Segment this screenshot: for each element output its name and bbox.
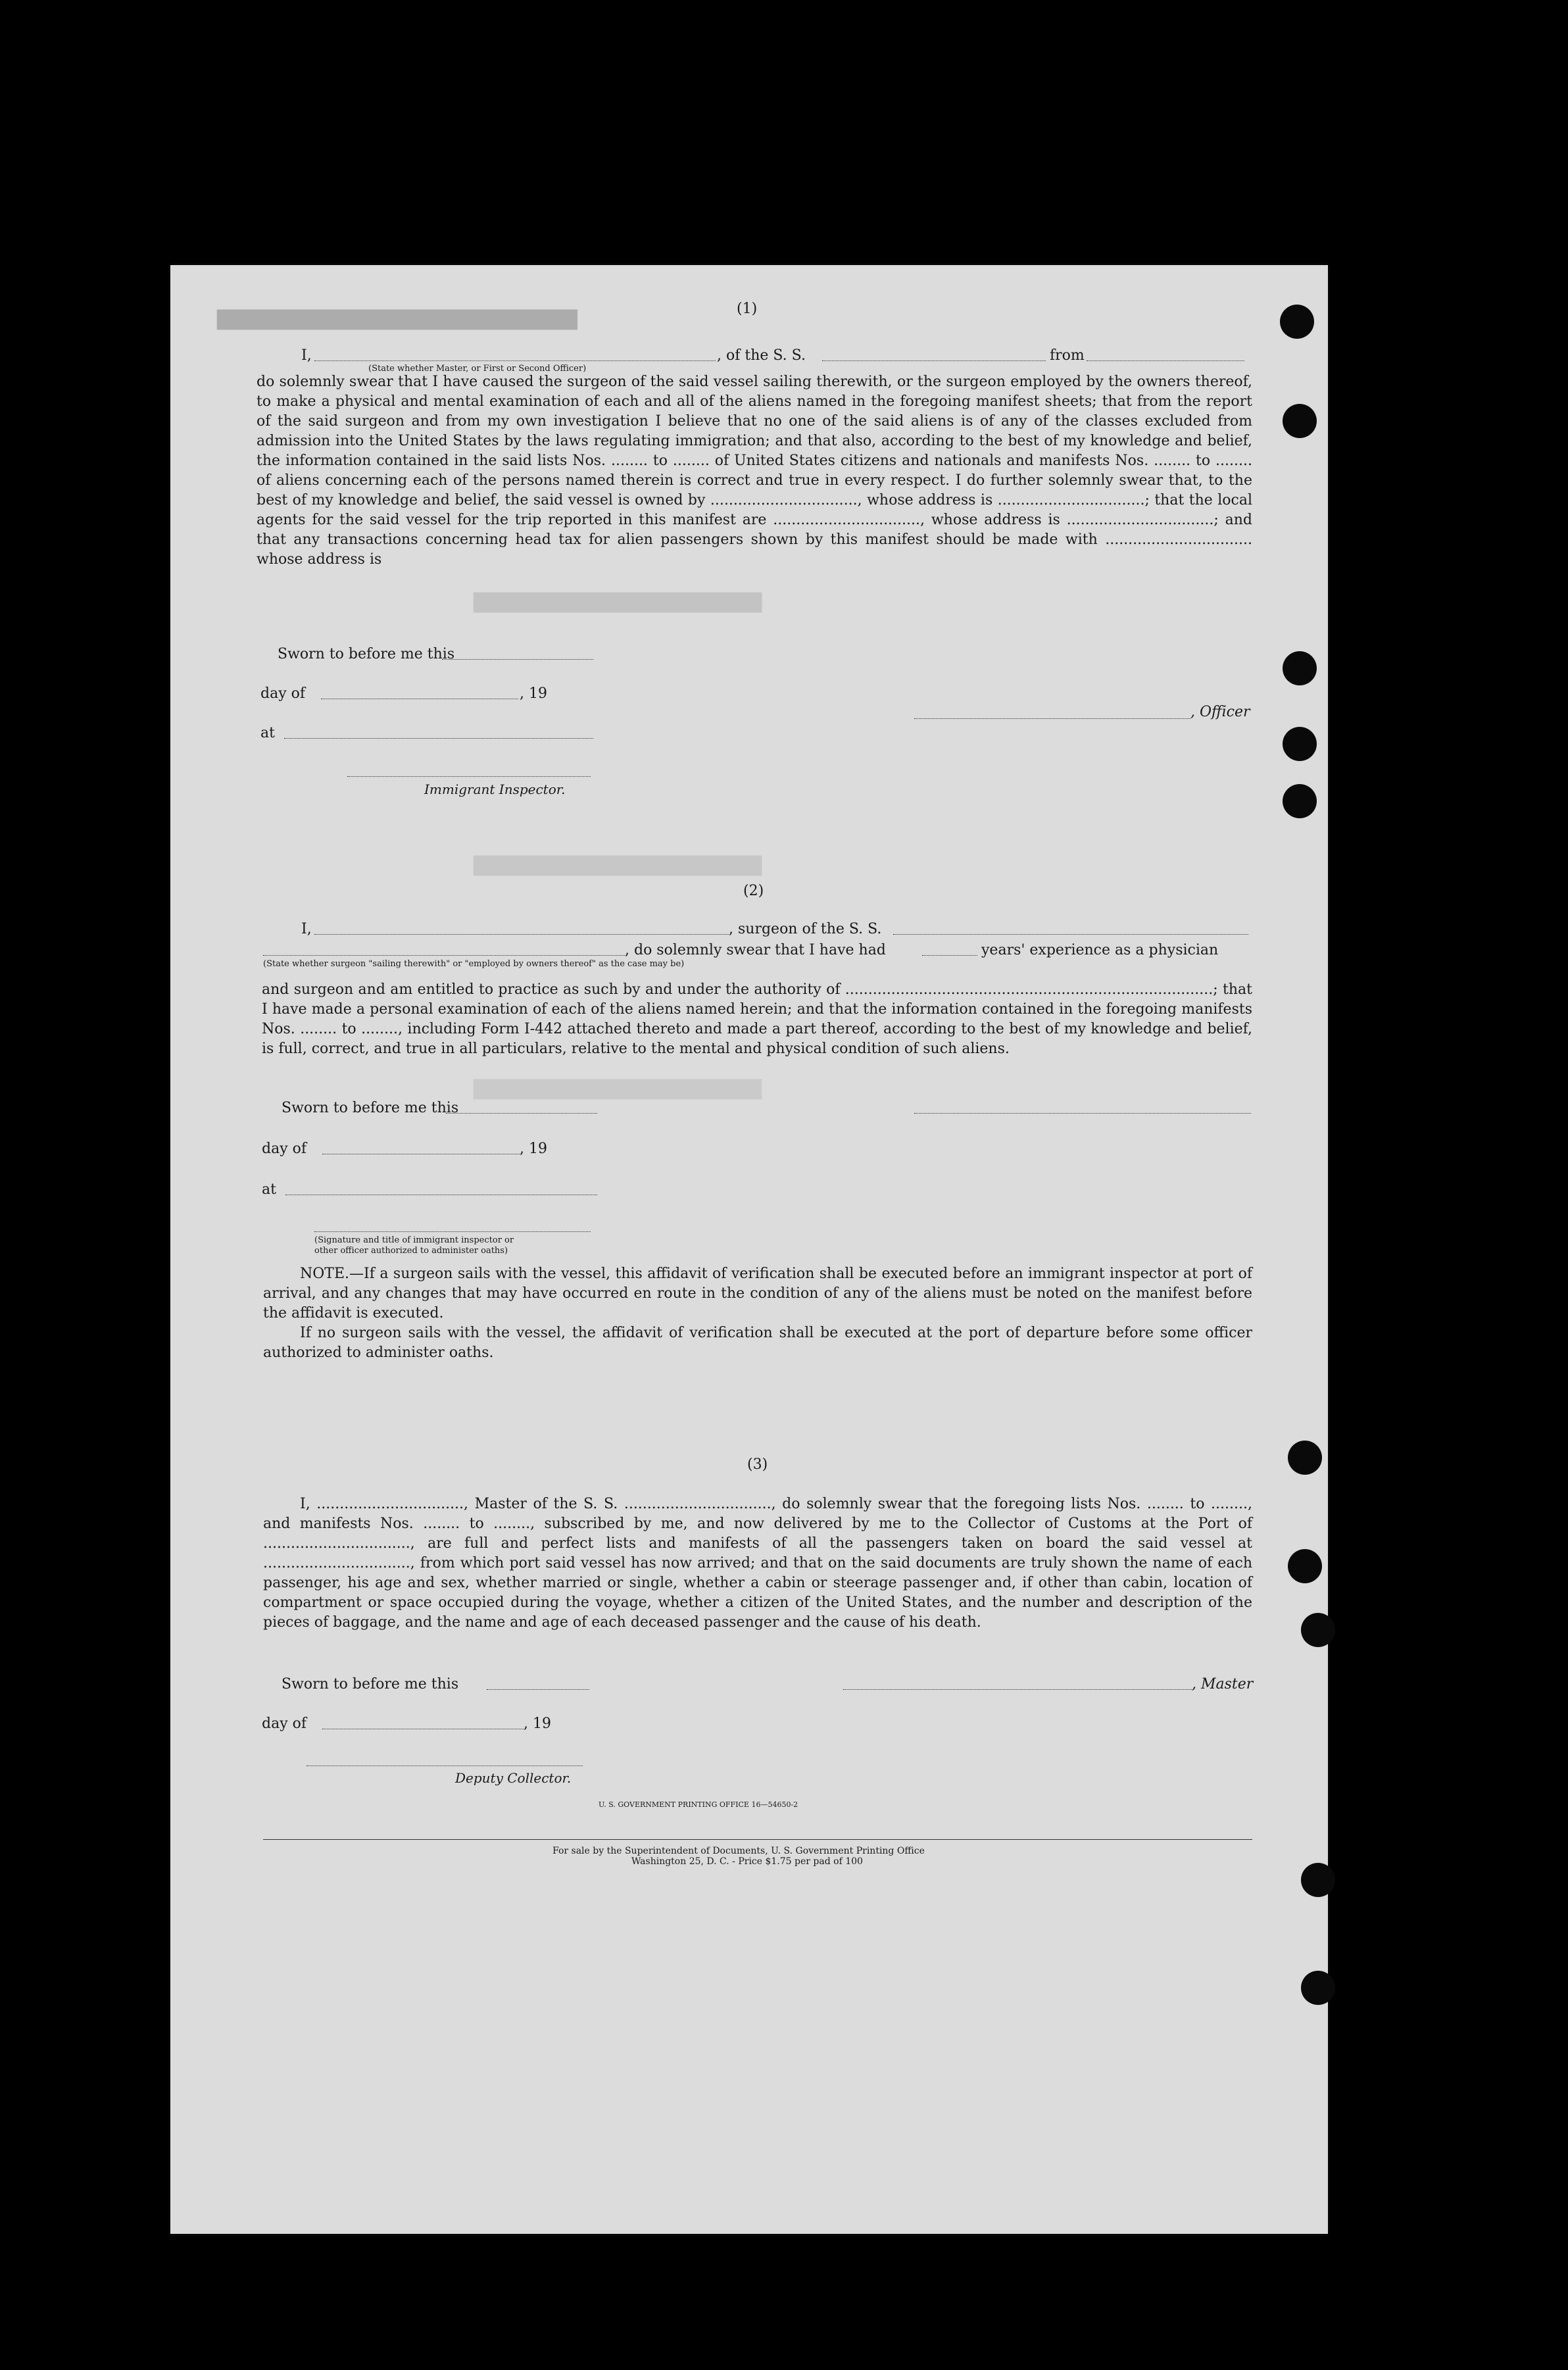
punch-hole xyxy=(1301,1971,1335,2005)
punch-hole xyxy=(1301,1613,1335,1647)
section-1-of-ss: , of the S. S. xyxy=(717,347,806,364)
section-1-year: , 19 xyxy=(520,685,547,702)
sworn-line xyxy=(446,1113,597,1114)
master-signature-line xyxy=(843,1689,1192,1690)
vessel-name-line xyxy=(822,360,1046,361)
sig-note-1: (Signature and title of immigrant inspector or xyxy=(314,1235,514,1245)
master-name-line xyxy=(314,360,716,361)
section-1-i: I, xyxy=(301,347,312,364)
footer-sale-line-1: For sale by the Superintendent of Documents, U. S. Government Printing Office xyxy=(552,1846,925,1856)
punch-hole xyxy=(1301,1863,1335,1897)
section-1-number: (1) xyxy=(737,301,758,317)
note-paragraph-1: NOTE.—If a surgeon sails with the vessel, this affidavit of verification shall be executed before an immigrant inspector at port of arrival, and any changes that may have occurred en route in the condition of any of the aliens must be noted on the manifest before the affidavit is executed. xyxy=(263,1266,1252,1321)
punch-hole xyxy=(1280,305,1314,339)
surgeon-name-line xyxy=(314,934,729,935)
bleed-through-text: ███████████████████████████████████ xyxy=(217,309,577,329)
section-1-officer: , Officer xyxy=(1190,704,1250,720)
bleed-through-text: ████████████████████████████ xyxy=(474,592,762,612)
at-line xyxy=(284,738,593,739)
punch-hole xyxy=(1283,404,1317,438)
section-2-body: and surgeon and am entitled to practice as such by and under the authority of ................................................................................; that I have made a personal examination of each of the aliens named herein; and that the information contained in the foregoing manifests Nos. ........ to ........, including Form I-442 attached thereto and made a part thereof, according to the best of my knowledge and belief, is full, correct, and true in all particulars, relative to the mental and physical condition of such aliens. xyxy=(262,981,1252,1057)
sig-note-2: other officer authorized to administer oaths) xyxy=(314,1246,508,1256)
section-2-years: years' experience as a physician xyxy=(981,942,1219,958)
section-2-i: I, xyxy=(301,921,312,937)
section-2-swear: , do solemnly swear that I have had xyxy=(625,942,886,958)
signature-line xyxy=(314,1231,591,1232)
surgeon-signature-line xyxy=(914,1113,1251,1114)
gpo-imprint: U. S. GOVERNMENT PRINTING OFFICE 16—54650-2 xyxy=(599,1800,798,1809)
section-3-body: I, ................................, Master of the S. S. ................................, do solemnly swear that the foregoing lists Nos. ........ to ........, and manifests Nos. ........ to ........, subscribed by me, and now delivered by me to the Collector of Customs at the Port of ................................, are full and perfect lists and manifests of all the passengers taken on board the said vessel at ................................, from which port said vessel has now arrived; and that on the said documents are truly shown the name of each passenger, his age and sex, whether married or single, whether a cabin or steerage passenger and, if other than cabin, location of compartment or space occupied during the voyage, whether a citizen of the United States, and the number and description of the pieces of baggage, and the name and age of each deceased passenger and the cause of his death. xyxy=(263,1496,1252,1631)
punch-hole xyxy=(1283,784,1317,818)
footer-sale-line-2: Washington 25, D. C. - Price $1.75 per pad of 100 xyxy=(631,1856,863,1867)
section-3-day-of: day of xyxy=(262,1716,307,1732)
section-1-body: do solemnly swear that I have caused the surgeon of the said vessel sailing therewith, or the surgeon employed by the owners thereof, to make a physical and mental examination of each and all of the aliens named in the foregoing manifest sheets; that from the report of the said surgeon and from my own investigation I believe that no one of the said aliens is of any of the classes excluded from admission into the United States by the laws regulating immigration; and that also, according to the best of my knowledge and belief, the information contained in the said lists Nos. ........ to ........ of United States citizens and nationals and manifests Nos. ........ to ........ of aliens concerning each of the persons named therein is correct and true in every respect. I do further solemnly swear that, to the best of my knowledge and belief, the said vessel is owned by ................................, whose address is ................................; that the local agents for the said vessel for the trip reported in this manifest are ................................, whose address is ................................; and that any transactions concerning head tax for alien passengers shown by this manifest should be made with ................................ whose address is xyxy=(257,374,1252,568)
section-2-year: , 19 xyxy=(520,1141,547,1157)
inspector-signature-line xyxy=(347,776,591,777)
punch-hole xyxy=(1288,1549,1322,1583)
section-1-inspector: Immigrant Inspector. xyxy=(424,781,566,797)
punch-hole xyxy=(1288,1441,1322,1475)
section-2-surgeon-of: , surgeon of the S. S. xyxy=(729,921,882,937)
note-paragraph-2: If no surgeon sails with the vessel, the affidavit of verification shall be executed at the port of departure before some officer authorized to administer oaths. xyxy=(263,1325,1252,1361)
punch-hole xyxy=(1283,651,1317,685)
sworn-line xyxy=(442,659,593,660)
officer-signature-line xyxy=(914,718,1190,719)
section-3-master: , Master xyxy=(1192,1676,1254,1692)
years-line xyxy=(922,955,977,956)
from-port-line xyxy=(1087,360,1244,361)
section-3-year: , 19 xyxy=(524,1716,551,1732)
sworn-line xyxy=(487,1689,589,1690)
section-1-sworn: Sworn to before me this xyxy=(278,646,455,662)
section-1-from: from xyxy=(1050,347,1085,364)
section-1-day-of: day of xyxy=(260,685,306,702)
footer-rule xyxy=(263,1839,1252,1840)
deputy-signature-line xyxy=(306,1765,583,1766)
bleed-through-text: ████████████████████████████ xyxy=(474,1079,762,1099)
surgeon-vessel-line xyxy=(893,934,1248,935)
section-2-day-of: day of xyxy=(262,1141,307,1157)
section-3-sworn: Sworn to before me this xyxy=(282,1676,459,1692)
surgeon-status-line xyxy=(263,955,625,956)
section-3-number: (3) xyxy=(747,1456,768,1473)
master-note: (State whether Master, or First or Second Officer) xyxy=(368,364,587,374)
bleed-through-text: ████████████████████████████ xyxy=(474,855,762,875)
section-2-sworn: Sworn to before me this xyxy=(282,1100,459,1116)
punch-hole xyxy=(1283,727,1317,761)
section-3-deputy: Deputy Collector. xyxy=(455,1770,572,1786)
section-2-at: at xyxy=(262,1181,276,1198)
section-1-at: at xyxy=(260,725,275,741)
surgeon-note: (State whether surgeon "sailing therewith" or "employed by owners thereof" as the case may be) xyxy=(263,959,685,969)
section-2-number: (2) xyxy=(743,883,764,899)
